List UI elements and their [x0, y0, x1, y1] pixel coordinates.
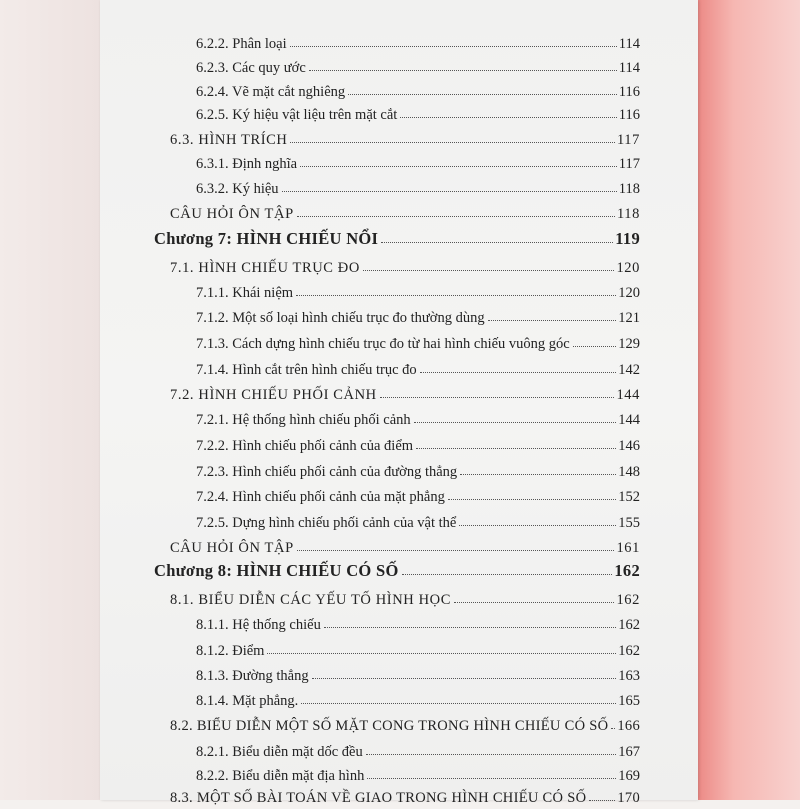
toc-entry-title: 7.1.1. Khái niệm	[196, 285, 294, 301]
toc-entry-page: 162	[618, 617, 640, 633]
toc-entry-page: 114	[618, 60, 640, 76]
leader-dots	[312, 664, 617, 679]
toc-entry	[170, 384, 640, 406]
toc-entry-page: 166	[617, 718, 640, 734]
toc-entry	[196, 282, 640, 304]
toc-entry-title: 6.3.1. Định nghĩa	[196, 156, 298, 172]
toc-entry-title: 8.1.1. Hệ thống chiếu	[196, 617, 321, 633]
toc-entry-title: 7.1. HÌNH CHIẾU TRỤC ĐO	[170, 260, 360, 276]
leader-dots	[297, 202, 615, 217]
toc-entry	[196, 409, 640, 431]
leader-dots	[420, 358, 617, 373]
toc-entry	[196, 690, 640, 712]
book-page	[100, 0, 698, 806]
toc-entry-title: Chương 8: HÌNH CHIẾU CÓ SỐ	[154, 561, 399, 580]
toc-entry-title: 6.2.2. Phân loại	[196, 36, 287, 52]
toc-entry	[196, 765, 640, 787]
toc-entry-title: 7.2.2. Hình chiếu phối cảnh của điểm	[196, 438, 414, 454]
toc-entry	[196, 57, 640, 79]
toc-entry	[170, 129, 640, 151]
toc-entry	[196, 33, 640, 55]
toc-entry-title: CÂU HỎI ÔN TẬP	[170, 206, 294, 222]
toc-entry	[196, 640, 640, 662]
leader-dots	[381, 228, 613, 243]
toc-entry-title: 7.2.3. Hình chiếu phối cảnh của đường thẳng	[196, 464, 458, 480]
toc-entry-page: 117	[618, 156, 640, 172]
toc-entry	[170, 787, 640, 809]
leader-dots	[282, 177, 617, 192]
toc-entry	[196, 665, 640, 687]
leader-dots	[367, 764, 616, 779]
leader-dots	[267, 639, 616, 654]
leader-dots	[448, 485, 616, 500]
toc-entry	[170, 257, 640, 279]
toc-entry-page: 118	[616, 206, 640, 222]
toc-entry	[196, 741, 640, 763]
background-left	[0, 0, 100, 800]
toc-entry-title: 8.2.2. Biểu diễn mặt địa hình	[196, 768, 365, 784]
toc-entry-title: 8.2. BIỂU DIỄN MỘT SỐ MẶT CONG TRONG HÌNH CHIẾU CÓ SỐ	[170, 718, 609, 734]
toc-entry-title: 8.2.1. Biểu diễn mặt dốc đều	[196, 744, 363, 760]
toc-entry-page: 152	[618, 489, 640, 505]
toc-entry	[196, 359, 640, 381]
leader-dots	[459, 511, 616, 526]
toc-entry-title: 7.1.3. Cách dựng hình chiếu trục đo từ hai hình chiếu vuông góc	[196, 336, 570, 352]
toc-entry-title: 8.1.3. Đường thẳng	[196, 668, 309, 684]
toc-entry-page: 144	[616, 387, 640, 403]
leader-dots	[488, 306, 617, 321]
leader-dots	[309, 56, 617, 71]
leader-dots	[611, 714, 615, 729]
toc-entry-page: 144	[618, 412, 640, 428]
toc-entry-title: 6.2.4. Vẽ mặt cắt nghiêng	[196, 84, 346, 100]
toc-entry-page: 162	[618, 643, 640, 659]
toc-entry-page: 162	[614, 561, 640, 580]
toc-entry-title: 7.2.5. Dựng hình chiếu phối cảnh của vật thể	[196, 515, 457, 531]
toc-entry-page: 129	[618, 336, 640, 352]
toc-entry	[196, 153, 640, 175]
toc-entry-title: Chương 7: HÌNH CHIẾU NỔI	[154, 229, 379, 248]
leader-dots	[460, 460, 616, 475]
toc-entry	[196, 307, 640, 329]
leader-dots	[363, 256, 614, 271]
toc-chapter	[154, 229, 640, 251]
toc-entry-page: 170	[617, 790, 640, 806]
toc-entry-title: 8.1.2. Điểm	[196, 643, 265, 659]
toc-entry-page: 146	[618, 438, 640, 454]
toc-entry-page: 142	[618, 362, 640, 378]
toc-entry-page: 163	[618, 668, 640, 684]
toc-entry-page: 120	[616, 260, 640, 276]
toc-entry	[170, 589, 640, 611]
leader-dots	[589, 786, 615, 801]
leader-dots	[400, 103, 616, 118]
toc-entry	[196, 333, 640, 355]
toc-entry-page: 120	[618, 285, 640, 301]
toc-entry-page: 155	[618, 515, 640, 531]
toc-entry-page: 119	[615, 229, 640, 248]
toc-entry	[170, 715, 640, 737]
leader-dots	[416, 434, 616, 449]
leader-dots	[301, 689, 616, 704]
toc-entry-title: 7.1.2. Một số loại hình chiếu trục đo thường dùng	[196, 310, 485, 326]
toc-entry-page: 116	[618, 107, 640, 123]
toc-entry	[170, 537, 640, 559]
leader-dots	[290, 128, 615, 143]
toc-entry-title: 7.1.4. Hình cắt trên hình chiếu trục đo	[196, 362, 417, 378]
toc-entry-page: 161	[616, 540, 640, 556]
toc-entry-page: 169	[618, 768, 640, 784]
toc-entry-title: 8.1. BIỂU DIỄN CÁC YẾU TỐ HÌNH HỌC	[170, 592, 451, 608]
toc-entry	[196, 435, 640, 457]
toc-entry-title: 6.2.5. Ký hiệu vật liệu trên mặt cắt	[196, 107, 398, 123]
toc-entry-title: 6.3.2. Ký hiệu	[196, 181, 279, 197]
leader-dots	[402, 560, 613, 575]
toc-entry	[170, 203, 640, 225]
toc-entry	[196, 104, 640, 126]
pink-background-right	[698, 0, 800, 800]
toc-entry	[196, 486, 640, 508]
toc-entry-title: 6.3. HÌNH TRÍCH	[170, 132, 288, 148]
toc-entry	[196, 512, 640, 534]
toc-entry-page: 148	[618, 464, 640, 480]
leader-dots	[366, 740, 617, 755]
toc-entry-page: 117	[616, 132, 640, 148]
toc-entry-page: 121	[618, 310, 640, 326]
toc-entry-title: 7.2.1. Hệ thống hình chiếu phối cảnh	[196, 412, 411, 428]
toc-entry-title: 6.2.3. Các quy ước	[196, 60, 306, 76]
toc-entry-page: 162	[616, 592, 640, 608]
leader-dots	[573, 332, 617, 347]
leader-dots	[454, 588, 614, 603]
toc-entry-title: CÂU HỎI ÔN TẬP	[170, 540, 294, 556]
leader-dots	[296, 281, 616, 296]
leader-dots	[290, 32, 617, 47]
leader-dots	[297, 536, 615, 551]
toc-entry-title: 7.2. HÌNH CHIẾU PHỐI CẢNH	[170, 387, 377, 403]
toc-entry-page: 116	[618, 84, 640, 100]
toc-entry	[196, 614, 640, 636]
leader-dots	[414, 408, 617, 423]
leader-dots	[300, 152, 617, 167]
toc-entry	[196, 81, 640, 103]
toc-entry-page: 114	[618, 36, 640, 52]
leader-dots	[348, 80, 617, 95]
toc-entry	[196, 178, 640, 200]
toc-entry-title: 8.1.4. Mặt phẳng.	[196, 693, 299, 709]
toc-entry-page: 165	[618, 693, 640, 709]
leader-dots	[324, 613, 616, 628]
toc-entry-title: 7.2.4. Hình chiếu phối cảnh của mặt phẳng	[196, 489, 445, 505]
toc-entry	[196, 461, 640, 483]
toc-entry-title: 8.3. MỘT SỐ BÀI TOÁN VỀ GIAO TRONG HÌNH CHIẾU CÓ SỐ	[170, 790, 587, 806]
toc-chapter	[154, 561, 640, 583]
leader-dots	[380, 383, 615, 398]
toc-entry-page: 167	[618, 744, 640, 760]
toc-entry-page: 118	[618, 181, 640, 197]
